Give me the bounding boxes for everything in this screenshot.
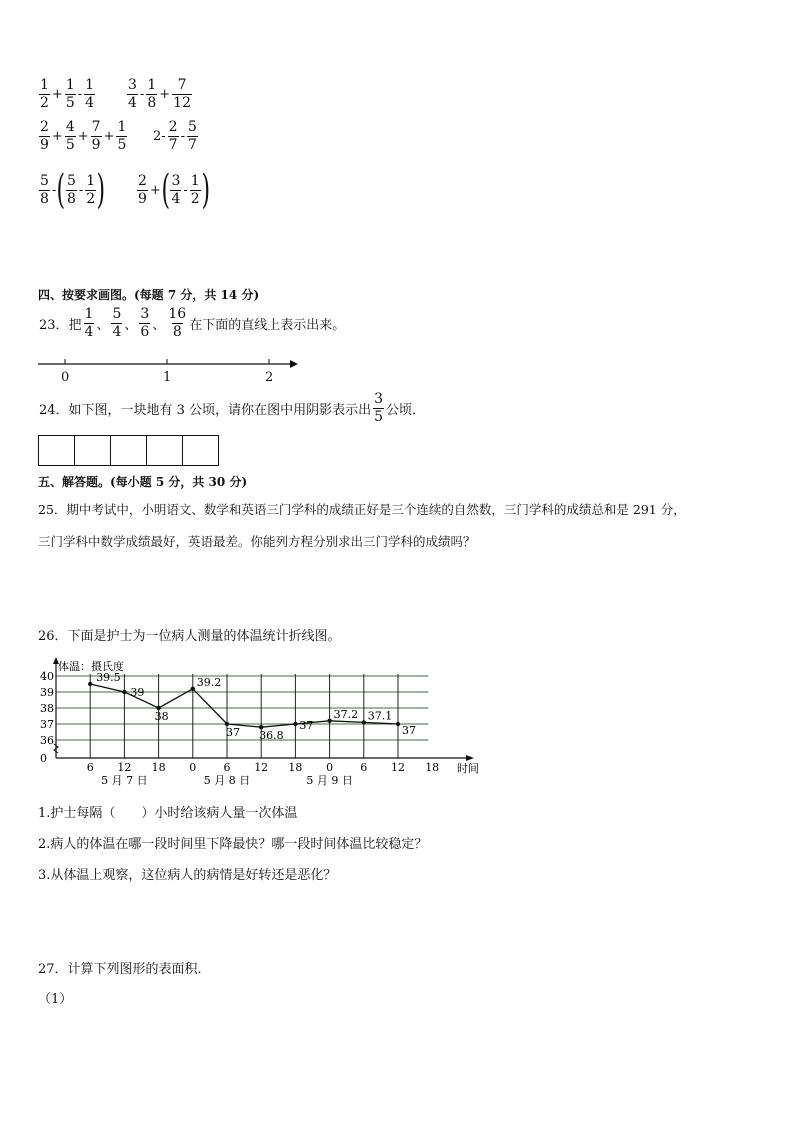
fraction: $\frac{3}{5}$: [374, 391, 383, 425]
data-label: 37: [226, 726, 240, 739]
section-5-title: 五、解答题。(每小题 5 分，共 30 分): [38, 475, 248, 489]
day-label: 5 月 9 日: [306, 774, 353, 786]
day-label: 5 月 8 日: [203, 774, 251, 786]
axis-break-icon: [54, 744, 58, 753]
question-27-sub-1: （1）: [38, 992, 73, 1007]
question-24: 24．如下图，一块地有 3 公顷，请你在图中用阴影表示出 $\frac{3}{5}$ 公顷．: [39, 391, 426, 425]
fraction: $\frac{5}{8}$: [40, 172, 49, 207]
y-tick-label: 37: [40, 718, 54, 731]
expression-5: $\frac{5}{8}$ - ( $\frac{5}{8}$ - $\frac{1}{2}$ ): [40, 167, 106, 213]
y-axis-title: 体温：摄氏度: [58, 660, 124, 673]
data-point: [191, 687, 195, 691]
data-point: [122, 690, 126, 694]
x-tick-label: 18: [425, 761, 440, 774]
tick-label-2: 2: [265, 370, 274, 385]
land-cell[interactable]: [146, 435, 183, 466]
question-25-line-1: 25．期中考试中，小明语文、数学和英语三门学科的成绩正好是三个连续的自然数，三门学科的成绩总和是 291 分，: [38, 502, 686, 517]
question-26-sub-2: 2.病人的体温在哪一段时间里下降最快？哪一段时间体温比较稳定？: [38, 837, 428, 852]
question-26-sub-3: 3.从体温上观察，这位病人的病情是好转还是恶化？: [38, 868, 337, 883]
day-label: 5 月 7 日: [101, 774, 148, 786]
x-tick-label: 12: [117, 761, 132, 774]
question-26-sub-1: 1.护士每隔（ ）小时给该病人量一次体温: [38, 806, 298, 821]
chart-labels: [40, 659, 479, 786]
x-tick-label: 18: [288, 761, 303, 774]
fraction: $\frac{16}{8}$: [168, 306, 187, 340]
fraction: $\frac{1}{2}$: [190, 172, 200, 207]
land-grid: [39, 435, 219, 466]
data-label: 36.8: [259, 729, 284, 743]
fraction: $\frac{1}{5}$: [117, 119, 127, 153]
fraction: $\frac{1}{2}$: [86, 172, 96, 207]
x-tick-label: 0: [189, 761, 197, 774]
expression-6: $\frac{2}{9}$ + ( $\frac{3}{4}$ - $\frac{1}{2}$ ): [138, 167, 210, 213]
x-tick-label: 18: [151, 761, 166, 774]
fraction: $\frac{5}{8}$: [66, 172, 76, 207]
data-point: [362, 720, 366, 724]
fraction: $\frac{2}{9}$: [40, 119, 49, 153]
fraction: $\frac{2}{9}$: [138, 172, 147, 207]
data-label: 39.2: [196, 675, 222, 689]
data-label: 39: [130, 686, 145, 699]
expression-2: $\frac{3}{4}$ - $\frac{1}{8}$ + $\frac{7}{12}$: [128, 77, 191, 111]
x-tick-label: 6: [86, 761, 94, 774]
question-23: 23．把 $\frac{1}{4}$ 、 $\frac{5}{4}$ 、 $\frac{3}{6}$ 、 $\frac{16}{8}$ 在下面的直线上表示出来。: [39, 306, 346, 340]
fraction: $\frac{3}{4}$: [171, 172, 181, 207]
data-point: [293, 722, 297, 726]
temperature-line-chart: [30, 656, 480, 786]
data-label: 37.1: [367, 709, 393, 723]
arrow-right-icon: [290, 360, 298, 368]
fraction: $\frac{1}{4}$: [84, 306, 94, 340]
fraction: $\frac{5}{4}$: [112, 306, 122, 340]
question-27-title: 27．计算下列图形的表面积．: [38, 962, 211, 977]
question-25-line-2: 三门学科中数学成绩最好，英语最差。你能列方程分别求出三门学科的成绩吗？: [38, 534, 476, 549]
data-label: 38: [154, 710, 169, 723]
tick-label-1: 1: [163, 370, 172, 385]
x-tick-label: 0: [326, 761, 334, 774]
section-4-title: 四、按要求画图。(每题 7 分，共 14 分): [38, 288, 260, 302]
fraction: $\frac{3}{6}$: [140, 306, 150, 340]
y-tick-label: 39: [40, 686, 54, 699]
fraction: $\frac{1}{8}$: [147, 77, 157, 111]
tick-label-0: 0: [61, 370, 70, 385]
data-point: [396, 722, 400, 726]
land-cell[interactable]: [74, 435, 111, 466]
question-26-title: 26．下面是护士为一位病人测量的体温统计折线图。: [38, 629, 341, 644]
data-point: [327, 719, 331, 723]
y-tick-label: 38: [40, 702, 54, 715]
y-tick-label: 40: [40, 670, 54, 683]
data-label: 39.5: [96, 671, 121, 684]
fraction: $\frac{3}{4}$: [128, 77, 137, 111]
x-tick-label: 12: [254, 761, 269, 774]
x-tick-label: 6: [360, 761, 368, 774]
land-cell[interactable]: [182, 435, 219, 466]
data-label: 37: [402, 724, 416, 737]
x-axis-title: 时间: [457, 762, 479, 775]
x-tick-label: 12: [391, 761, 405, 774]
fraction: $\frac{1}{4}$: [85, 77, 95, 111]
y-tick-label: 36: [40, 734, 54, 747]
land-cell[interactable]: [110, 435, 147, 466]
y-tick-label: 0: [40, 752, 47, 765]
fraction: $\frac{1}{2}$: [40, 77, 49, 111]
fraction: $\frac{7}{12}$: [173, 77, 191, 111]
data-label: 37: [299, 719, 314, 732]
expression-1: $\frac{1}{2}$ + $\frac{1}{5}$ - $\frac{1}{4}$: [40, 77, 95, 111]
fraction: $\frac{2}{7}$: [168, 119, 178, 153]
data-label: 37.2: [333, 707, 359, 721]
fraction: $\frac{5}{7}$: [188, 119, 197, 153]
fraction: $\frac{7}{9}$: [91, 119, 101, 153]
x-tick-label: 6: [223, 761, 231, 774]
expression-4: 2- $\frac{2}{7}$ - $\frac{5}{7}$: [153, 119, 197, 153]
fraction: $\frac{1}{5}$: [65, 77, 75, 111]
x-axis-arrow-icon: [466, 755, 474, 761]
data-point: [88, 682, 92, 686]
fraction: $\frac{4}{5}$: [65, 119, 75, 153]
expression-3: $\frac{2}{9}$ + $\frac{4}{5}$ + $\frac{7}{9}$ + $\frac{1}{5}$: [40, 119, 127, 153]
land-cell[interactable]: [38, 435, 75, 466]
